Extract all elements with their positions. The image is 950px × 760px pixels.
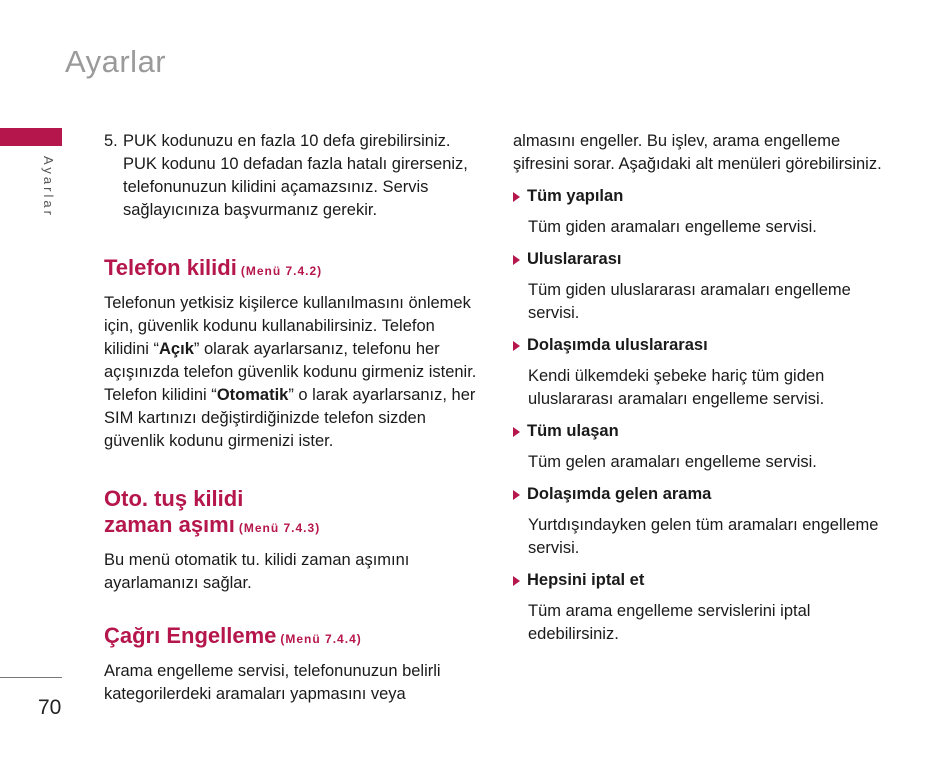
side-tab-marker	[0, 128, 62, 146]
side-divider	[0, 677, 62, 678]
submenu-item	[513, 334, 883, 357]
heading-cagri-engelleme	[104, 623, 484, 652]
triangle-bullet-icon	[513, 490, 520, 500]
submenu-item	[513, 185, 883, 208]
submenu-item	[513, 248, 883, 271]
list-number: 5.	[104, 132, 118, 150]
page-number: 70	[38, 696, 62, 719]
triangle-bullet-icon	[513, 192, 520, 202]
submenu-title: Tüm yapılan	[527, 187, 624, 205]
side-section-label: Ayarlar	[41, 156, 56, 218]
submenu-description: Tüm giden uluslararası aramaları engelleme servisi.	[528, 281, 851, 322]
paragraph-telefon-kilidi	[104, 292, 484, 453]
submenu-title: Uluslararası	[527, 250, 622, 268]
paragraph-tus-kilidi: Bu menü otomatik tu. kilidi zaman aşımını ayarlamanızı sağlar.	[104, 551, 410, 592]
heading-title: Telefon kilidi	[104, 255, 237, 280]
submenu-title: Tüm ulaşan	[527, 422, 619, 440]
submenu-description: Yurtdışındayken gelen tüm aramaları engelleme servisi.	[528, 516, 879, 557]
menu-reference: (Menü 7.4.4)	[280, 632, 362, 646]
bold-term-acik: Açık	[159, 340, 194, 358]
submenu-title: Dolaşımda uluslararası	[527, 336, 708, 354]
heading-title-line2: zaman aşımı	[104, 512, 235, 537]
triangle-bullet-icon	[513, 341, 520, 351]
right-column	[513, 130, 883, 646]
paragraph-intro: almasını engeller. Bu işlev, arama engelleme şifresini sorar. Aşağıdaki alt menüleri görebilirsiniz.	[513, 132, 882, 173]
submenu-description: Tüm giden aramaları engelleme servisi.	[528, 218, 817, 236]
triangle-bullet-icon	[513, 255, 520, 265]
menu-reference: (Menü 7.4.3)	[238, 521, 321, 535]
list-text: PUK kodunuzu en fazla 10 defa girebilirsiniz. PUK kodunu 10 defadan fazla hatalı girerseniz, telefonunuzun kilidini açamazsınız. Servis sağlayıcınıza başvurmanız gerekir.	[123, 132, 468, 219]
heading-telefon-kilidi	[104, 255, 484, 284]
left-column	[104, 130, 484, 706]
submenu-item	[513, 420, 883, 443]
bold-term-otomatik: Otomatik	[216, 386, 289, 404]
triangle-bullet-icon	[513, 427, 520, 437]
submenu-title: Hepsini iptal et	[527, 571, 645, 589]
submenu-description: Tüm gelen aramaları engelleme servisi.	[528, 453, 817, 471]
submenu-item	[513, 483, 883, 506]
heading-title: Çağrı Engelleme	[104, 623, 277, 648]
page-header-title: Ayarlar	[65, 44, 167, 79]
submenu-description: Tüm arama engelleme servislerini iptal edebilirsiniz.	[528, 602, 811, 643]
text-run: ” o larak ayarlarsanız, her SIM kartınızı değiştirdiğinizde telefon sizden güvenlik kodunu girmenizi ister.	[104, 386, 476, 450]
text-run: Telefonun yetkisiz kişilerce kullanılmasını önlemek için, güvenlik kodunu kullanabilirsiniz. Telefon kilidini “	[104, 294, 471, 358]
submenu-item	[513, 569, 883, 592]
heading-tus-kilidi	[104, 486, 484, 541]
list-item-5	[104, 130, 484, 222]
paragraph-cagri-engelleme: Arama engelleme servisi, telefonunuzun belirli kategorilerdeki aramaları yapmasını veya	[104, 662, 441, 703]
menu-reference: (Menü 7.4.2)	[240, 264, 323, 278]
triangle-bullet-icon	[513, 576, 520, 586]
heading-title-line1: Oto. tuş kilidi	[104, 486, 244, 511]
submenu-description: Kendi ülkemdeki şebeke hariç tüm giden uluslararası aramaları engelleme servisi.	[528, 367, 825, 408]
submenu-title: Dolaşımda gelen arama	[527, 485, 712, 503]
text-run: ” olarak ayarlarsanız, telefonu her açışınızda telefon güvenlik kodunu girmeniz istenir. Telefon kilidini “	[104, 340, 477, 404]
